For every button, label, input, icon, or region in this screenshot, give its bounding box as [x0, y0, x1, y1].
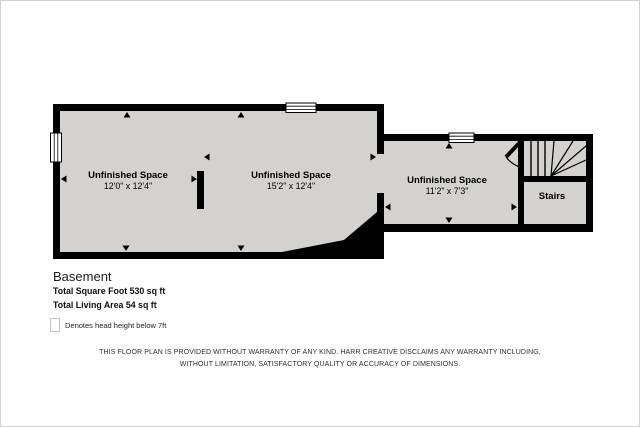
stairs-room-floor — [524, 182, 586, 224]
disclaimer-line2: WITHOUT LIMITATION, SATISFACTORY QUALITY OR ACCURACY OF DIMENSIONS. — [179, 361, 461, 368]
window-top-main-wall — [286, 103, 316, 113]
legend-label: Denotes head height below 7ft — [65, 320, 167, 330]
total-living-area: Total Living Area 54 sq ft — [53, 300, 157, 310]
interior-wall-stub — [197, 171, 204, 209]
legend — [50, 318, 166, 332]
total-square-foot: Total Square Foot 530 sq ft — [53, 286, 166, 296]
window-top-wing-wall — [449, 133, 474, 143]
disclaimer — [1, 347, 639, 371]
room2-dims: 15'2" x 12'4" — [266, 181, 316, 191]
room1-name: Unfinished Space — [88, 170, 168, 181]
room3-dims: 11'2" x 7'3" — [425, 186, 469, 196]
room1-dims: 12'0" x 12'4" — [103, 181, 153, 191]
window-left-wall — [51, 133, 62, 162]
disclaimer-line1: THIS FLOOR PLAN IS PROVIDED WITHOUT WARRANTY OF ANY KIND. HARR CREATIVE DISCLAIMS ANY WARRANTY INCLUDING, — [99, 349, 541, 356]
page-title: Basement — [53, 269, 112, 284]
head-height-box-icon — [50, 318, 60, 332]
room2-name: Unfinished Space — [251, 170, 331, 181]
wall-opening-passage — [375, 154, 386, 193]
stairs-room-label: Stairs — [538, 191, 566, 202]
room3-name: Unfinished Space — [407, 175, 487, 186]
